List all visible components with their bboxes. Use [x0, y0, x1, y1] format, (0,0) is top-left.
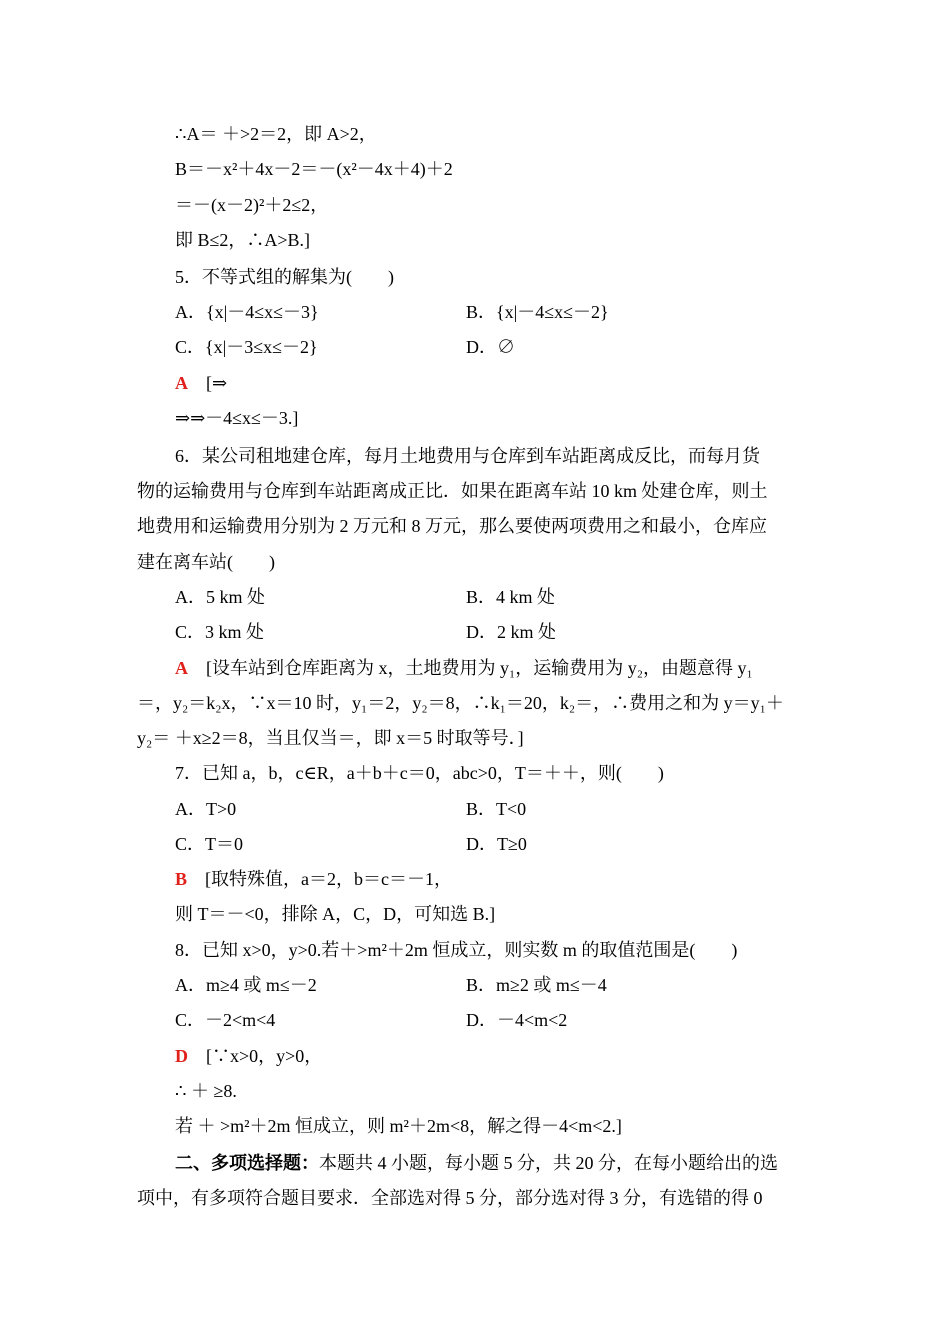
line-text: A．5 km 处	[175, 587, 265, 607]
text-line	[175, 938, 737, 962]
text-line	[175, 300, 319, 324]
text-line	[175, 1079, 237, 1103]
line-text: D．T≥0	[466, 834, 527, 854]
text-line	[175, 371, 227, 395]
text-line	[466, 973, 607, 997]
text-line	[137, 1186, 763, 1210]
line-text: 5．不等式组的解集为( )	[175, 267, 394, 287]
text-line	[466, 300, 609, 324]
line-text: C．T＝0	[175, 834, 244, 854]
line-text: D．2 km 处	[466, 622, 556, 642]
line-text: ∴ ＋ ≥8.	[175, 1081, 237, 1101]
line-text: D．∅	[466, 337, 515, 357]
line-text: C．{x|－3≤x≤－2}	[175, 337, 318, 357]
line-text: B．{x|－4≤x≤－2}	[466, 302, 609, 322]
text-line	[137, 726, 524, 750]
text-line	[466, 620, 556, 644]
line-text: 本题共 4 小题，每小题 5 分，共 20 分，在每小题给出的选	[319, 1153, 778, 1173]
answer-letter: D	[175, 1046, 188, 1066]
text-line	[175, 265, 394, 289]
line-text: D．－4<m<2	[466, 1010, 568, 1030]
answer-letter: B	[175, 869, 188, 889]
line-text: [⇒	[188, 373, 228, 393]
line-text: ⇒⇒－4≤x≤－3.]	[175, 408, 299, 428]
text-line	[137, 550, 275, 574]
text-line	[175, 797, 236, 821]
section-heading: 二、多项选择题：	[175, 1153, 319, 1173]
line-text: 即 B≤2，∴A>B.]	[175, 230, 311, 250]
line-text: C．－2<m<4	[175, 1010, 276, 1030]
line-text: B．T<0	[466, 799, 527, 819]
text-line	[137, 691, 784, 715]
text-line	[175, 902, 495, 926]
line-text: ＝，y₂＝k₂x，∵x＝10 时，y₁＝2，y₂＝8，∴k₁＝20，k₂＝，∴费用之和为 y＝y₁＋	[137, 693, 784, 713]
text-line	[175, 1008, 275, 1032]
text-line	[175, 193, 328, 217]
line-text: A．m≥4 或 m≤－2	[175, 975, 317, 995]
text-line	[175, 761, 664, 785]
text-line	[175, 157, 453, 181]
line-text: 项中，有多项符合题目要求．全部选对得 5 分，部分选对得 3 分，有选错的得 0	[137, 1188, 763, 1208]
line-text: 7．已知 a，b，c∈R，a＋b＋c＝0，abc>0，T＝＋＋，则( )	[175, 763, 664, 783]
line-text: A．{x|－4≤x≤－3}	[175, 302, 319, 322]
text-line	[137, 514, 767, 538]
text-line	[175, 832, 243, 856]
line-text: [设车站到仓库距离为 x，土地费用为 y₁，运输费用为 y₂，由题意得 y₁	[188, 658, 753, 678]
text-line	[175, 585, 265, 609]
line-text: A．T>0	[175, 799, 237, 819]
line-text: 建在离车站( )	[137, 552, 275, 572]
text-line	[137, 479, 768, 503]
line-text: 则 T＝－<0，排除 A，C，D，可知选 B.]	[175, 904, 496, 924]
text-line	[175, 228, 310, 252]
text-line	[175, 867, 452, 891]
line-text: B．4 km 处	[466, 587, 556, 607]
line-text: y₂＝ ＋x≥2＝8，当且仅当＝，即 x＝5 时取等号．]	[137, 728, 524, 748]
text-line	[175, 620, 264, 644]
line-text: [∵x>0，y>0，	[188, 1046, 323, 1066]
line-text: 8．已知 x>0，y>0.若＋>m²＋2m 恒成立，则实数 m 的取值范围是( )	[175, 940, 738, 960]
line-text: 物的运输费用与仓库到车站距离成正比．如果在距离车站 10 km 处建仓库，则土	[137, 481, 768, 501]
text-line	[175, 1151, 778, 1175]
text-line	[175, 406, 298, 430]
text-line	[466, 832, 527, 856]
text-line	[466, 585, 555, 609]
answer-letter: A	[175, 373, 188, 393]
text-line	[466, 335, 515, 359]
line-text: C．3 km 处	[175, 622, 265, 642]
text-line	[466, 1008, 567, 1032]
line-text: 6．某公司租地建仓库，每月土地费用与仓库到车站距离成反比，而每月货	[175, 446, 760, 466]
text-line	[175, 973, 317, 997]
line-text: B．m≥2 或 m≤－4	[466, 975, 607, 995]
text-line	[175, 122, 377, 146]
text-line	[175, 335, 318, 359]
line-text: ∴A＝ ＋>2＝2，即 A>2，	[175, 124, 377, 144]
text-line	[175, 1114, 622, 1138]
text-line	[175, 1044, 322, 1068]
text-line	[466, 797, 526, 821]
line-text: [取特殊值，a＝2，b＝c＝－1，	[187, 869, 452, 889]
text-line	[175, 444, 760, 468]
line-text: B＝－x²＋4x－2＝－(x²－4x＋4)＋2	[175, 159, 453, 179]
line-text: 地费用和运输费用分别为 2 万元和 8 万元，那么要使两项费用之和最小，仓库应	[137, 516, 767, 536]
text-line	[175, 656, 753, 680]
line-text: ＝－(x－2)²＋2≤2，	[175, 195, 329, 215]
answer-letter: A	[175, 658, 188, 678]
line-text: 若 ＋ >m²＋2m 恒成立，则 m²＋2m<8，解之得－4<m<2.]	[175, 1116, 622, 1136]
